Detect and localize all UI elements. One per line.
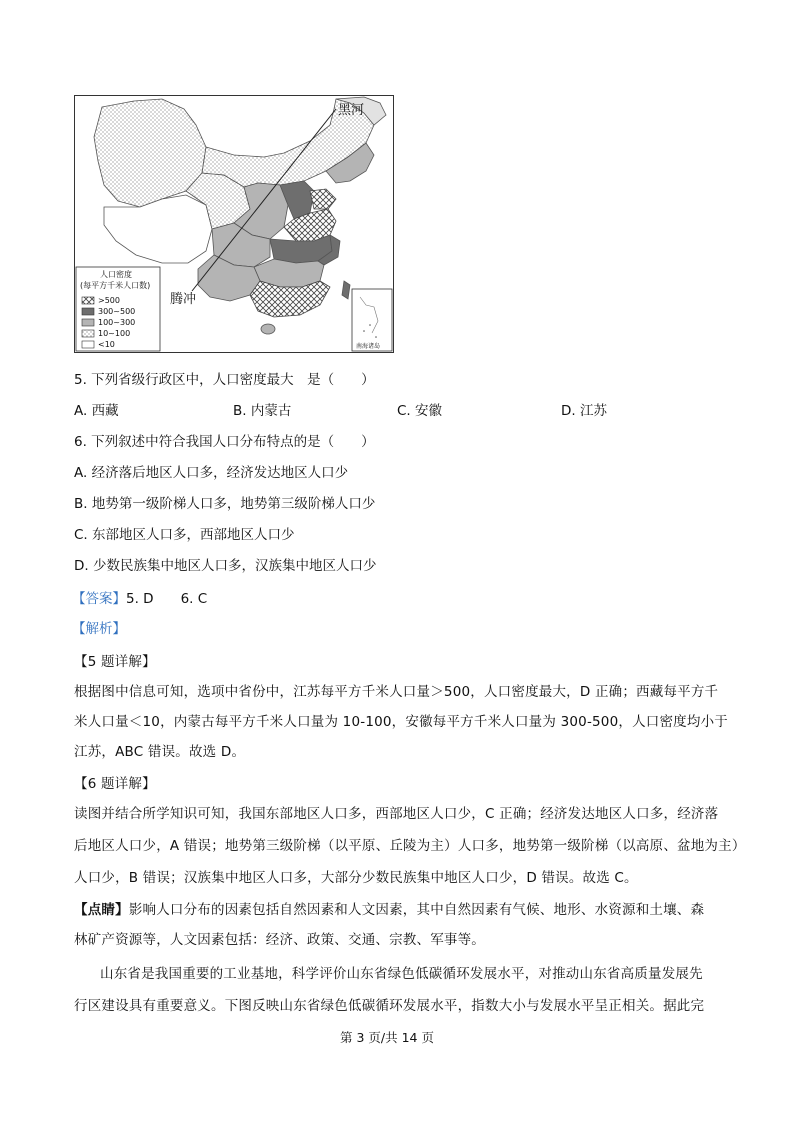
label-heihe: 黑河	[338, 103, 365, 118]
q6-option-c: C. 东部地区人口多，西部地区人口少	[74, 527, 295, 543]
legend-swatch-300-500	[82, 308, 94, 315]
legend-label-10-100: 10~100	[98, 329, 131, 338]
detail5-title: 【5 题详解】	[74, 654, 156, 670]
q5-option-a: A. 西藏	[74, 403, 119, 419]
legend-label-300-500: 300~500	[98, 307, 136, 316]
pointer-line-2: 林矿产资源等，人文因素包括：经济、政策、交通、宗教、军事等。	[74, 932, 485, 948]
next-passage-line-1: 山东省是我国重要的工业基地，科学评价山东省绿色低碳循环发展水平，对推动山东省高质量发展先	[100, 966, 703, 982]
detail5-line-3: 江苏，ABC 错误。故选 D。	[74, 744, 246, 760]
page-footer: 第 3 页/共 14 页	[340, 1030, 434, 1045]
next-passage-line-2: 行区建设具有重要意义。下图反映山东省绿色低碳循环发展水平，指数大小与发展水平呈正相关。据此完	[74, 998, 705, 1014]
legend-swatch-10-100	[82, 330, 94, 337]
population-density-map	[74, 95, 394, 353]
legend-label-lt10: <10	[98, 340, 115, 349]
q6-stem: 6. 下列叙述中符合我国人口分布特点的是（ ）	[74, 434, 375, 450]
legend-swatch-gt500	[82, 297, 94, 304]
detail5-line-2: 米人口量＜10，内蒙古每平方千米人口量为 10-100，安徽每平方千米人口量为 300-500，人口密度均小于	[74, 714, 728, 730]
q5-stem: 5. 下列省级行政区中，人口密度最大 是（ ）	[74, 372, 375, 388]
detail6-line-1: 读图并结合所学知识可知，我国东部地区人口多，西部地区人口少，C 正确；经济发达地区人口多，经济落	[74, 806, 719, 822]
legend-swatch-lt10	[82, 341, 94, 348]
legend-title-1: 人口密度	[100, 270, 132, 279]
q6-option-a: A. 经济落后地区人口多，经济发达地区人口少	[74, 465, 349, 481]
pointer-label: 【点睛】	[74, 902, 129, 918]
label-tengchong: 腾冲	[170, 292, 197, 307]
legend-label-100-300: 100~300	[98, 318, 136, 327]
detail6-line-3: 人口少，B 错误；汉族集中地区人口多，大部分少数民族集中地区人口少，D 错误。故选 C。	[74, 870, 638, 886]
pointer-line-1	[74, 898, 704, 918]
q6-option-b: B. 地势第一级阶梯人口多，地势第三级阶梯人口少	[74, 496, 376, 512]
q5-option-b: B. 内蒙古	[233, 403, 292, 419]
legend-swatch-100-300	[82, 319, 94, 326]
analysis-label: 【解析】	[72, 621, 126, 637]
detail6-title: 【6 题详解】	[74, 776, 156, 792]
pointer-text-1: 影响人口分布的因素包括自然因素和人文因素，其中自然因素有气候、地形、水资源和土壤、森	[128, 902, 705, 918]
legend-title-2: (每平方千米人口数)	[80, 281, 151, 290]
answer-text: 5. D 6. C	[126, 591, 208, 607]
q5-option-c: C. 安徽	[397, 403, 443, 419]
inset-label: 南海诸岛	[356, 343, 381, 350]
detail5-line-1: 根据图中信息可知，选项中省份中，江苏每平方千米人口量＞500，人口密度最大，D 正确；西藏每平方千	[74, 684, 719, 700]
legend-label-gt500: >500	[98, 296, 120, 305]
answer-label: 【答案】	[72, 591, 126, 607]
region-hainan	[261, 324, 275, 334]
answer-line	[72, 587, 207, 607]
q5-option-d: D. 江苏	[561, 403, 607, 419]
detail6-line-2: 后地区人口少，A 错误；地势第三级阶梯（以平原、丘陵为主）人口多，地势第一级阶梯（以高原、盆地为主）	[74, 838, 746, 854]
q6-option-d: D. 少数民族集中地区人口多，汉族集中地区人口少	[74, 558, 377, 574]
